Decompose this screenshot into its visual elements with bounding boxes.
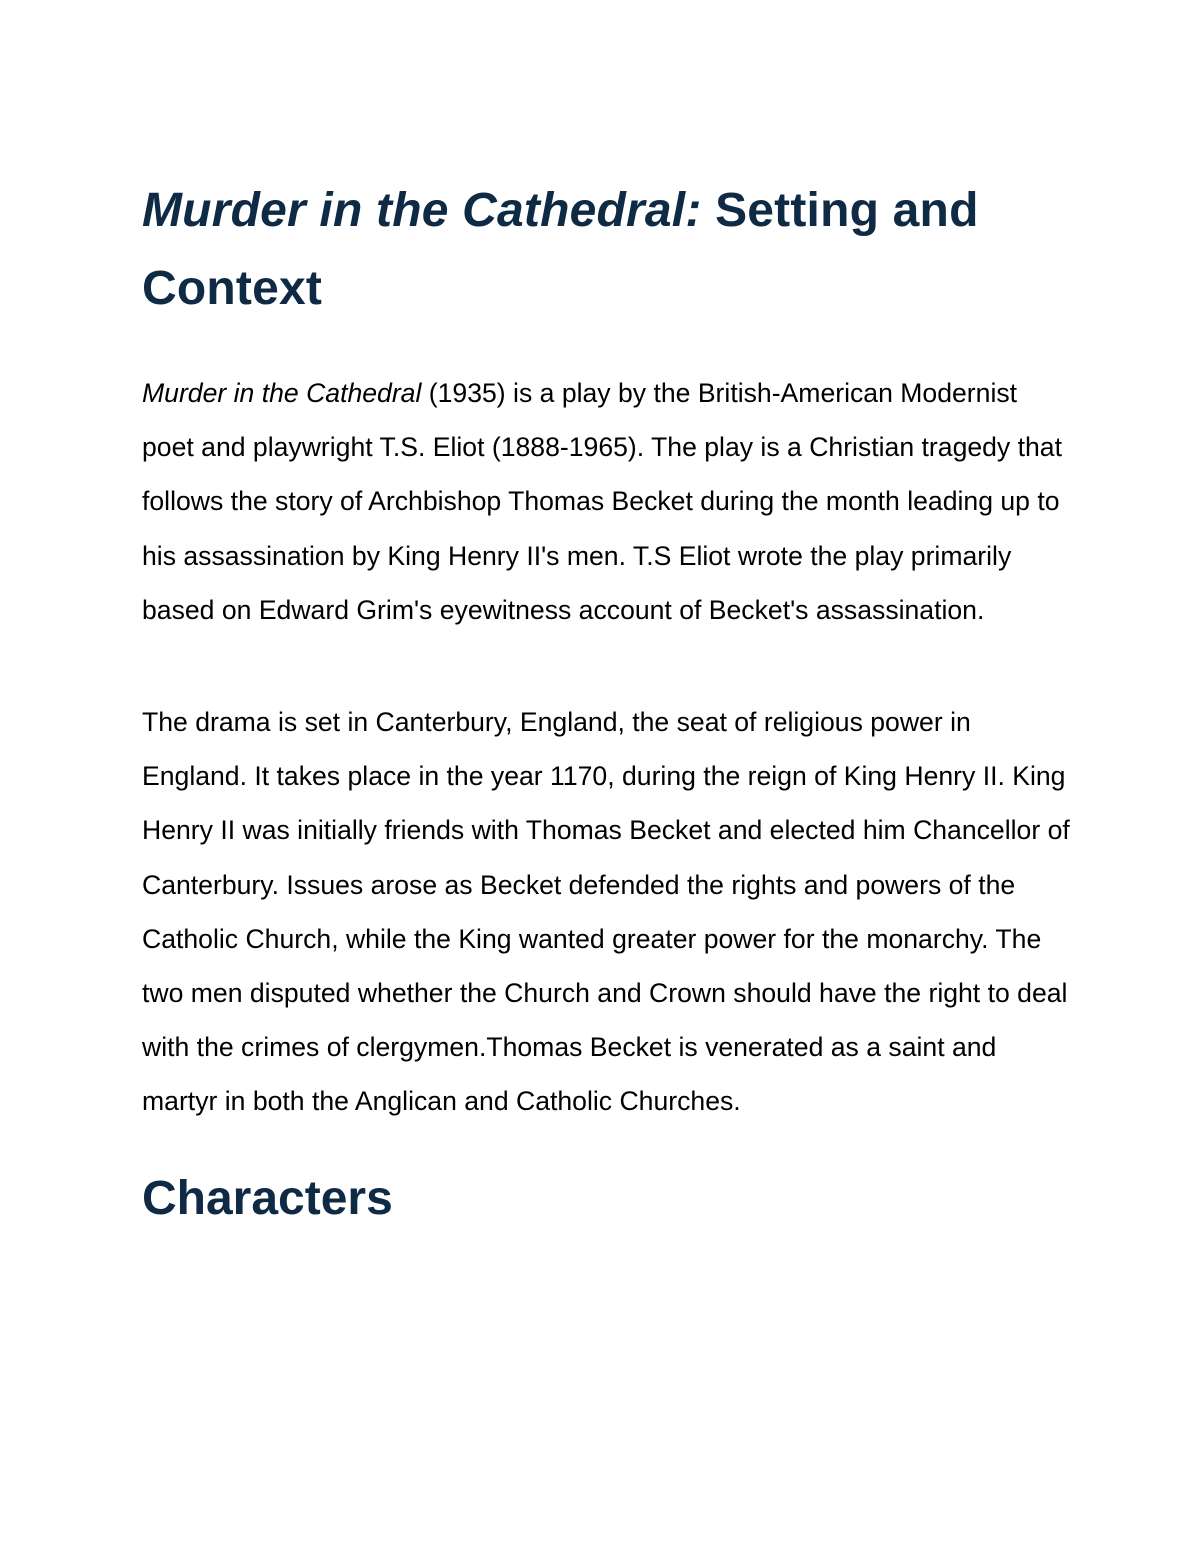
intro-paragraph — [142, 366, 1072, 637]
intro-text: (1935) is a play by the British-American Modernist poet and playwright T.S. Eliot (1888-1965). The play is a Christian tragedy that follows the story of Archbishop Thomas Becket during the month leading up to his assassination by King Henry II's men. T.S Eliot wrote the play primarily based on Edward Grim's eyewitness account of Becket's assassination. — [142, 378, 1062, 625]
setting-paragraph: The drama is set in Canterbury, England, the seat of religious power in England. It takes place in the year 1170, during the reign of King Henry II. King Henry II was initially friends with Thomas Becket and elected him Chancellor of Canterbury. Issues arose as Becket defended the rights and powers of the Catholic Church, while the King wanted greater power for the monarchy. The two men disputed whether the Church and Crown should have the right to deal with the crimes of clergymen.Thomas Becket is venerated as a saint and martyr in both the Anglican and Catholic Churches. — [142, 707, 1070, 1117]
page-title — [142, 172, 1072, 328]
title-plain-part: Setting and Context — [142, 184, 979, 315]
characters-heading: Characters — [142, 1171, 393, 1225]
play-title-italic: Murder in the Cathedral — [142, 378, 422, 408]
document-content — [142, 172, 1072, 1229]
title-italic-part: Murder in the Cathedral: — [142, 184, 702, 237]
